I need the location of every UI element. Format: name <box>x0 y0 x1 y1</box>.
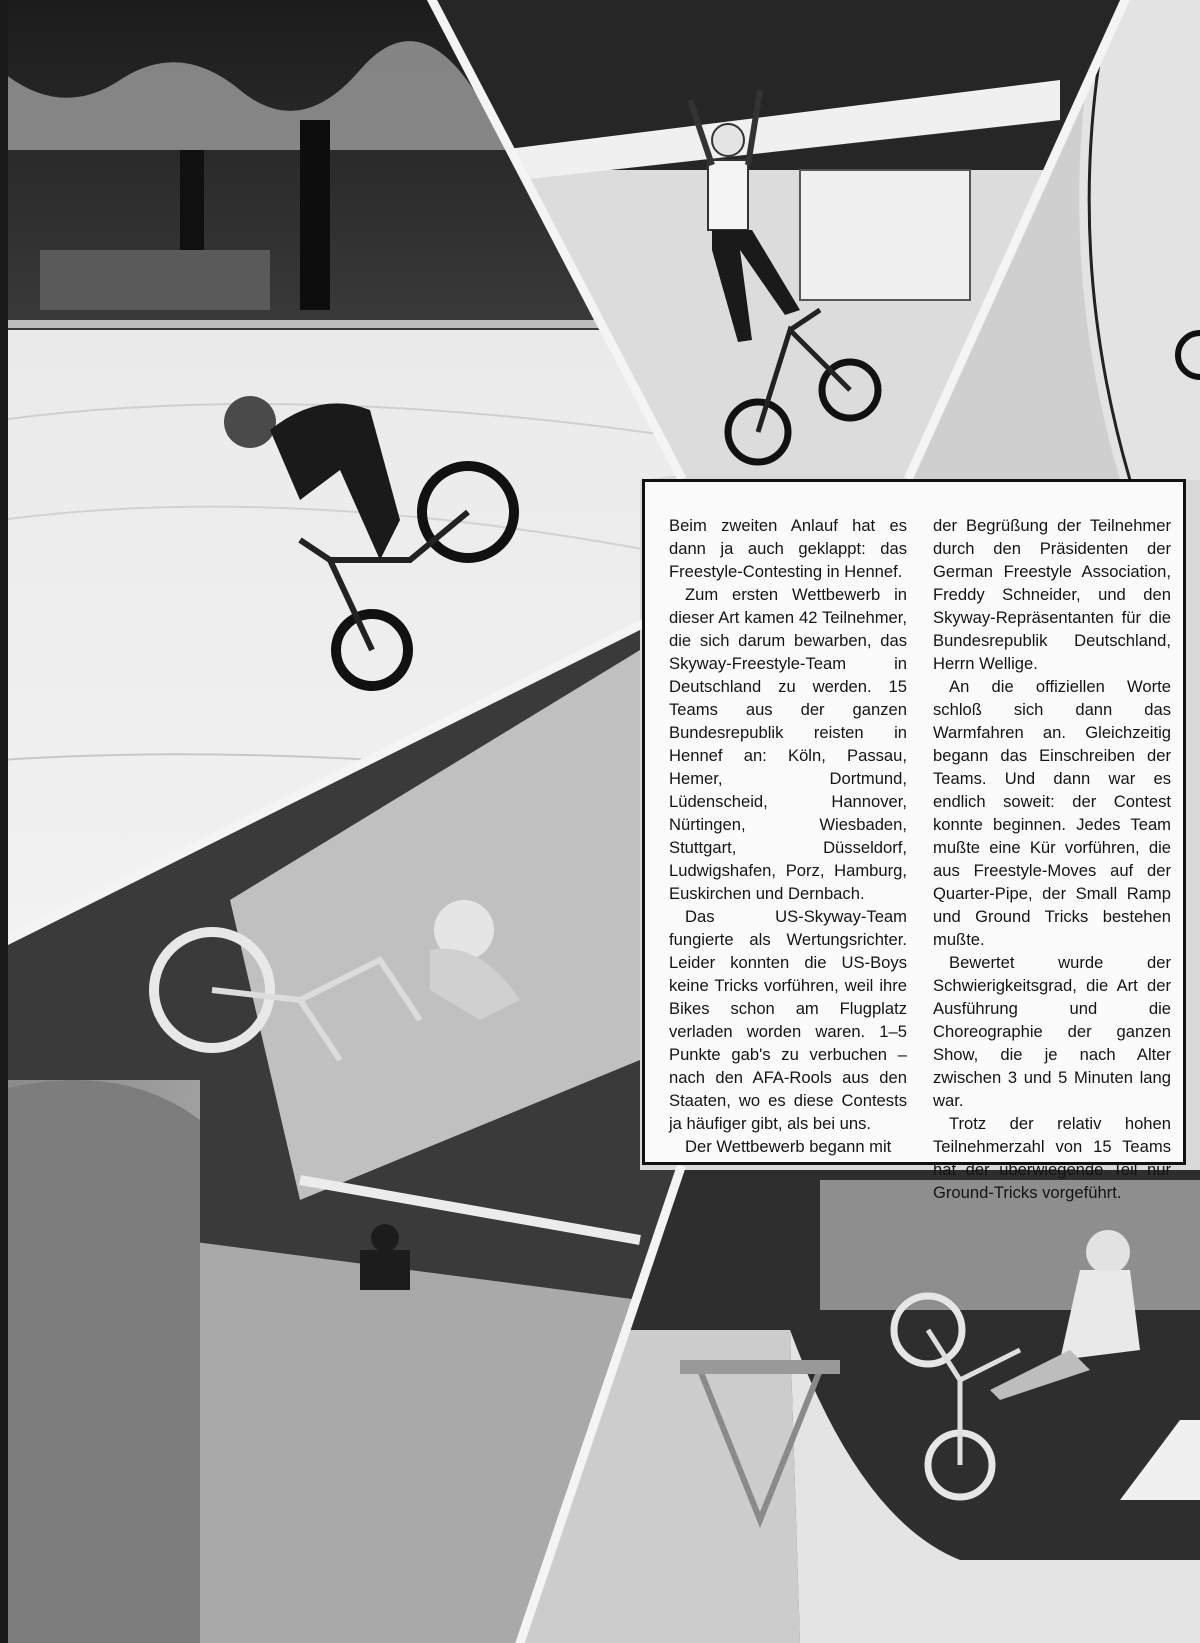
article-paragraph: der Begrüßung der Teilnehmer durch den Präsidenten der German Freestyle Association, Freddy Schneider, und den Skyway-Repräsentanten für die Bundesrepublik Deutschland, Herrn Wellige. <box>933 516 1171 673</box>
article-text-box <box>642 479 1186 1202</box>
article-paragraph: Der Wettbewerb begann mit <box>685 1137 892 1156</box>
article-paragraph: Beim zweiten Anlauf hat es dann ja auch geklappt: das Freestyle-Contesting in Hennef. <box>669 516 907 581</box>
article-paragraph: Das US-Skyway-Team fungierte als Wertungsrichter. Leider konnten die US-Boys keine Tricks vorführen, weil ihre Bikes schon am Flugplatz verladen worden waren. 1–5 Punkte gab's zu verbuchen – nach den AFA-Rools aus den Staaten, wo es diese Contests ja häufiger gibt, als bei uns. <box>669 907 907 1133</box>
article-column-left <box>669 514 907 1156</box>
article-paragraph: Trotz der relativ hohen Teilnehmerzahl von 15 Teams hat der überwiegende Teil nur Ground-Tricks vorgeführt. <box>933 1114 1171 1202</box>
article-paragraph: An die offiziellen Worte schloß sich dann das Warmfahren an. Gleichzeitig begann das Einschreiben der Teams. Und dann war es endlich soweit: der Contest konnte beginnen. Jedes Team mußte eine Kür vorführen, die aus Freestyle-Moves auf der Quarter-Pipe, der Small Ramp und Ground Tricks bestehen mußte. <box>933 677 1171 949</box>
article-paragraph: Bewertet wurde der Schwierigkeitsgrad, die Art der Ausführung und die Choreographie der ganzen Show, die je nach Alter zwischen 3 und 5 Minuten lang war. <box>933 953 1171 1110</box>
page-left-edge <box>0 0 8 1643</box>
article-column-right <box>933 514 1171 1202</box>
article-paragraph: Zum ersten Wettbewerb in dieser Art kamen 42 Teilnehmer, die sich darum bewarben, das Skyway-Freestyle-Team in Deutschland zu werden. 15 Teams aus der ganzen Bundesrepublik reisten in Hennef an: Köln, Passau, Hemer, Dortmund, Lüdenscheid, Hannover, Nürtingen, Wiesbaden, Stuttgart, Düsseldorf, Ludwigshafen, Porz, Hamburg, Euskirchen und Dernbach. <box>669 585 907 903</box>
spectator-icon <box>371 1224 399 1252</box>
spectator-body <box>360 1250 410 1290</box>
